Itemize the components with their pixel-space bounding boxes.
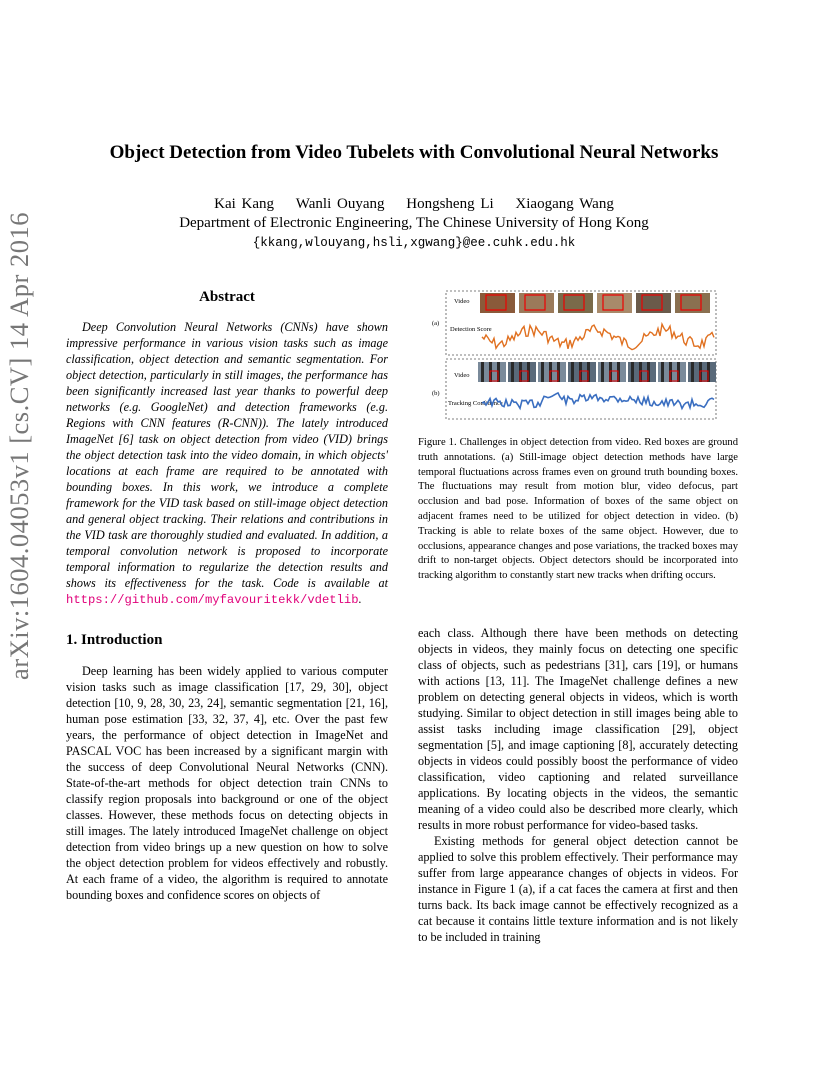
author: Kai Kang [214,196,275,212]
author-list [0,196,828,213]
intro-paragraph [66,663,388,903]
right-column-text [418,625,738,945]
panel-b-label: (b) [432,390,440,397]
section-heading-introduction: 1. Introduction [66,632,163,648]
video-label-a: Video [454,298,470,305]
tracking-confidence-line [482,393,714,409]
abstract-heading: Abstract [199,289,255,305]
arxiv-stamp: arXiv:1604.04053v1 [cs.CV] 14 Apr 2016 [4,212,34,680]
figure-1-graphic [418,289,738,429]
code-link[interactable]: https://github.com/myfavouritekk/vdetlib [66,593,359,607]
video-frames-a [480,293,710,313]
detection-score-line [482,324,714,349]
left-column [66,289,388,903]
video-label-b: Video [454,372,470,379]
tracking-confidence-label: Tracking Confidence [448,400,503,407]
author-emails: {kkang,wlouyang,hsli,xgwang}@ee.cuhk.edu.hk [252,236,576,250]
author: Wanli Ouyang [295,196,385,212]
paragraph-text: Deep learning has been widely applied to various computer vision tasks such as image classification [17, 29, 30], object detection [10, 9, 28, 30, 23, 24], semantic segmentation [21, 16], human pose estimation [33, 32, 37, 4], etc. Over the past few years, the performance of object detection in ImageNet and PASCAL VOC has been increased by a significant margin with the success of deep Convolutional Neural Networks (CNN). State-of-the-art methods for object detection train CNNs to classify region proposals into background or one of the object classes. However, these methods focus on detecting objects in still images. The lately introduced ImageNet challenge on object detection from video brings up a new question on how to solve the object detection problem for videos effectively and robustly. At each frame of a video, the algorithm is required to annotate bounding boxes and confidence scores on objects of [66,664,388,902]
video-frames-b [478,362,716,382]
author: Xiaogang Wang [515,196,614,212]
detection-score-label: Detection Score [450,326,492,333]
figure-1 [418,289,738,584]
panel-a-label: (a) [432,320,440,327]
paragraph-text: each class. Although there have been methods on detecting objects in videos, they mainly focus on detecting one specific class of objects, such as pedestrians [31], cars [19], or humans with actions [13, 11]. The ImageNet challenge defines a new problem on detecting general objects in videos, which is worth studying. Similar to object detection in still images being able to assist tasks including image classification [29], object segmentation [5], and image captioning [8], accurately detecting objects in videos could possibly boost the performance of video classification, video captioning and related surveillance applications. By locating objects in the videos, the semantic meaning of a video could also be described more clearly, which results in more robust performance for video-based tasks. [418,626,738,832]
affiliation: Department of Electronic Engineering, The Chinese University of Hong Kong [179,215,649,231]
paragraph-text: Existing methods for general object detection cannot be applied to solve this problem effectively. Their performance may suffer from large appearance changes of objects in videos. For instance in Figure 1 (a), if a cat faces the camera at first and then turns back. Its back image cannot be effectively recognized as a cat because it contains little texture information and is not likely to be included in training [418,834,738,944]
author: Hongsheng Li [406,196,494,212]
abstract: Deep Convolution Neural Networks (CNNs) have shown impressive performance in various vision tasks such as image classification, object detection and semantic segmentation. For object detection, particularly in still images, the performance has been significantly increased last year thanks to powerful deep networks (e.g. GoogleNet) and detection frameworks (e.g. Regions with CNN features (R-CNN)). The lately introduced ImageNet [6] task on object detection from video (VID) brings the object detection task into the video domain, in which objects' locations at each frame are required to be annotated with bounding boxes. In this work, we introduce a complete framework for the VID task based on still-image object detection and general object tracking. Their relations and contributions in the VID task are thoroughly studied and evaluated. In addition, a temporal convolution network is proposed to incorporate temporal information to regularize the detection results and shows its effectiveness for the task. Code is available at https://github.com/myfavouritekk/vdetlib. [66,320,388,607]
paper-title: Object Detection from Video Tubelets with Convolutional Neural Networks [109,142,719,163]
abstract-text: Deep Convolution Neural Networks (CNNs) have shown impressive performance in various vision tasks such as image classification, object detection and semantic segmentation. For object detection, particularly in still images, the performance has been significantly increased last year thanks to powerful deep networks (e.g. GoogleNet) and detection frameworks (e.g. Regions with CNN features (R-CNN)). The lately introduced ImageNet [6] task on object detection from video (VID) brings the object detection task into the video domain, in which objects' locations at each frame are required to be annotated with bounding boxes. In this work, we introduce a complete framework for the VID task based on still-image object detection and general object tracking. Their relations and contributions in the VID task are thoroughly studied and evaluated. In addition, a temporal convolution network is proposed to incorporate temporal information to regularize the detection results and shows its effectiveness for the task. Code is available at [66,320,388,590]
figure-caption: Figure 1. Challenges in object detection from video. Red boxes are ground truth annotations. (a) Still-image object detection methods have large temporal fluctuations across frames even on ground truth bounding boxes. The fluctuations may result from motion blur, video defocus, part occlusion and bad pose. Information of boxes of the same object on adjacent frames need to be utilized for object detection in video. (b) Tracking is able to relate boxes of the same object. However, due to occlusions, appearance changes and pose variations, the tracked boxes may drift to non-target objects. Object detectors should be incorporated into tracking algorithm to constantly start new tracks when drifting occurs. [418,437,738,582]
